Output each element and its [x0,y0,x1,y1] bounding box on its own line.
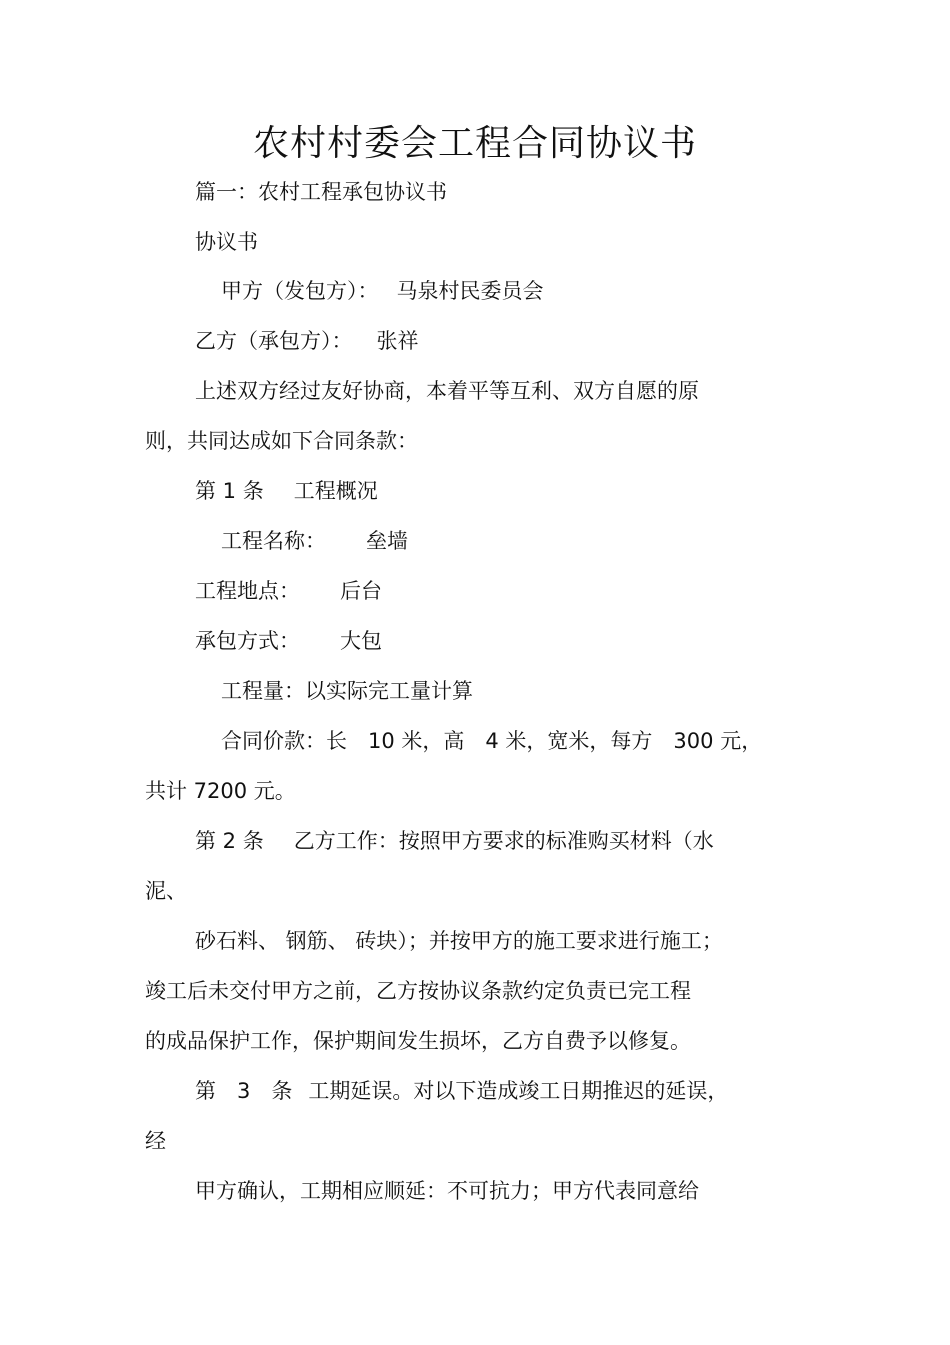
price-line-2: 共计 7200 元。 [145,779,296,803]
article-2-line [195,826,714,856]
preamble-line-1: 上述双方经过友好协商，本着平等互利、双方自愿的原 [195,379,699,403]
contract-mode-label: 承包方式： [195,629,300,653]
party-b-label: 乙方（承包方）： [195,329,353,353]
article-3-line [195,1076,728,1106]
party-a-line [221,276,544,306]
article-2-text: 乙方工作：按照甲方要求的标准购买材料（水 [293,829,714,853]
project-name-line [221,526,408,556]
article-3-label: 第 3 条 [195,1079,293,1103]
project-location-line [195,576,382,606]
article-3-text: 工期延误。对以下造成竣工日期推迟的延误， [308,1079,729,1103]
party-b-value: 张祥 [376,329,419,353]
article-2-wrap: 泥、 [145,879,187,903]
project-location-label: 工程地点： [195,579,300,603]
project-location-value: 后台 [340,579,382,603]
project-name-label: 工程名称： [221,529,326,553]
materials-line: 砂石料、 钢筋、 砖块）；并按甲方的施工要求进行施工； [195,929,723,953]
article-2-label: 第 2 条 [195,829,264,853]
party-a-value: 马泉村民委员会 [396,279,544,303]
project-name-value: 垒墙 [366,529,408,553]
price-line-1: 合同价款：长 10 米，高 4 米，宽米，每方 300 元， [221,729,763,753]
party-b-line [195,326,419,356]
article-1-line [195,476,378,506]
article-1-title: 工程概况 [293,479,378,503]
contract-mode-line [195,626,382,656]
contract-mode-value: 大包 [340,629,382,653]
article-3-wrap: 经 [145,1129,166,1153]
party-a-label: 甲方（发包方）： [221,279,379,303]
article-1-label: 第 1 条 [195,479,264,503]
completion-line: 竣工后未交付甲方之前，乙方按协议条款约定负责已完工程 [145,979,691,1003]
document-title: 农村村委会工程合同协议书 [252,123,697,164]
protection-line: 的成品保护工作，保护期间发生损坏，乙方自费予以修复。 [145,1029,691,1053]
quantity-line: 工程量：以实际完工量计算 [221,679,473,703]
section-heading: 篇一：农村工程承包协议书 [195,180,447,204]
preamble-line-2: 则，共同达成如下合同条款： [145,429,418,453]
delay-confirmation-line: 甲方确认，工期相应顺延：不可抗力；甲方代表同意给 [195,1179,699,1203]
agreement-heading: 协议书 [195,230,258,254]
